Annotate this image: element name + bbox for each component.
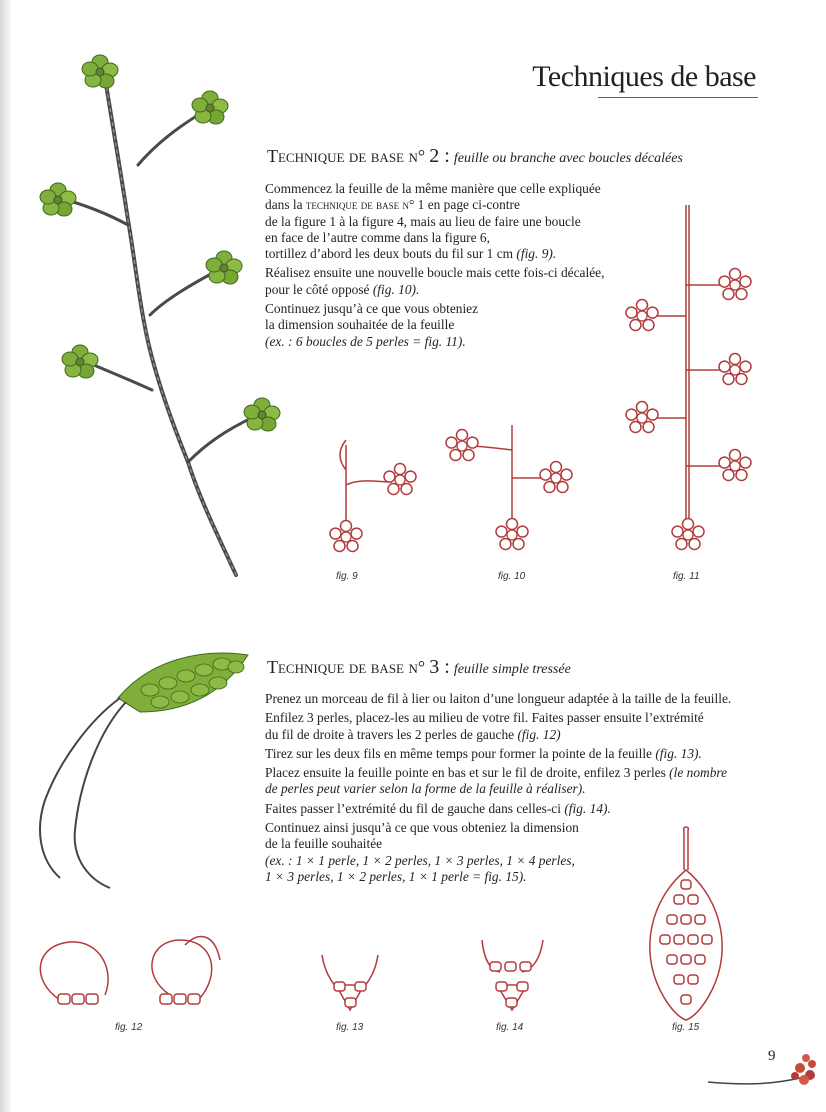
- fig9-label: fig. 9: [336, 571, 358, 582]
- section3-body: [265, 691, 775, 888]
- section3-fig-ref: (fig. 13).: [655, 745, 702, 761]
- section2-ref-technique: technique de base n° 1: [305, 197, 425, 213]
- section3-text: du fil de droite à travers les 2 perles de gauche: [265, 726, 518, 742]
- corner-berry-ornament: [708, 1054, 816, 1085]
- section3-example: (ex. : 1 × 1 perle, 1 × 2 perles, 1 × 3 perles, 1 × 4 perles,: [265, 852, 575, 868]
- fig11-label: fig. 11: [673, 571, 700, 582]
- section3-text: de la feuille souhaitée: [265, 836, 383, 852]
- section2-fig-ref: (fig. 10).: [372, 281, 420, 297]
- section3-text: Tirez sur les deux fils en même temps pour former la pointe de la feuille: [265, 745, 656, 761]
- beaded-branch-illustration: [40, 55, 280, 575]
- fig12-label: fig. 12: [115, 1022, 143, 1033]
- section2-title-prefix: Technique de base n°: [267, 146, 426, 166]
- braided-leaf-illustration: [40, 653, 248, 888]
- section2-title-subtitle: feuille ou branche avec boucles décalées: [453, 151, 683, 166]
- section2-text: Commencez la feuille de la même manière que celle expliquée: [265, 181, 601, 196]
- section2-text: en face de l’autre comme dans la figure 6,: [265, 229, 490, 245]
- section3-text: Placez ensuite la feuille pointe en bas et sur le fil de droite, enfilez 3 perles: [265, 765, 670, 781]
- section3-text: Prenez un morceau de fil à lier ou laiton d’une longueur adaptée à la taille de la feuille.: [265, 691, 732, 706]
- fig11-diagram: [626, 205, 751, 550]
- section3-example: 1 × 3 perles, 1 × 2 perles, 1 × 1 perle = fig. 15).: [265, 868, 527, 884]
- page-number: 9: [768, 1048, 776, 1064]
- section2-title: [267, 145, 683, 168]
- fig14-diagram: [482, 940, 543, 1010]
- section2-fig-ref: (ex. : 6 boucles de 5 perles = fig. 11).: [265, 333, 466, 349]
- section2-text: Réalisez ensuite une nouvelle boucle mais cette fois-ci décalée,: [265, 265, 605, 281]
- section2-text: Continuez jusqu’à ce que vous obteniez: [265, 301, 479, 317]
- section2-text: tortillez d’abord les deux bouts du fil sur 1 cm: [265, 246, 517, 262]
- section2-text: dans la: [265, 197, 306, 213]
- section3-title-number: 3 :: [429, 656, 450, 678]
- section2-text: en page ci-contre: [424, 197, 520, 213]
- section3-text: Enfilez 3 perles, placez-les au milieu de votre fil. Faites passer ensuite l’extrémité: [265, 710, 704, 726]
- section2-text: pour le côté opposé: [265, 281, 373, 297]
- fig15-label: fig. 15: [672, 1022, 700, 1033]
- section3-text: Continuez ainsi jusqu’à ce que vous obteniez la dimension: [265, 820, 579, 836]
- section3-note: de perles peut varier selon la forme de la feuille à réaliser).: [265, 781, 586, 797]
- fig10-label: fig. 10: [498, 571, 526, 582]
- section3-title-subtitle: feuille simple tressée: [453, 662, 571, 677]
- fig13-label: fig. 13: [336, 1022, 364, 1033]
- section3-title: [267, 656, 571, 679]
- section2-title-number: 2 :: [429, 145, 450, 167]
- fig9-diagram: [330, 440, 416, 552]
- section2-text: la dimension souhaitée de la feuille: [265, 317, 455, 333]
- section2-text: de la figure 1 à la figure 4, mais au lieu de faire une boucle: [265, 213, 581, 229]
- fig12-diagram: [40, 937, 220, 1004]
- section3-text: Faites passer l’extrémité du fil de gauche dans celles-ci: [265, 800, 565, 816]
- section3-fig-ref: (fig. 14).: [564, 800, 611, 816]
- section2-fig-ref: (fig. 9).: [516, 246, 557, 262]
- fig14-label: fig. 14: [496, 1022, 524, 1033]
- section3-fig-ref: (fig. 12): [517, 726, 561, 742]
- fig10-diagram: [446, 425, 572, 550]
- page-header-title: Techniques de base: [532, 60, 756, 93]
- section3-title-prefix: Technique de base n°: [267, 657, 426, 677]
- section2-body: [265, 181, 625, 353]
- fig13-diagram: [322, 955, 378, 1010]
- section3-note: (le nombre: [669, 765, 728, 781]
